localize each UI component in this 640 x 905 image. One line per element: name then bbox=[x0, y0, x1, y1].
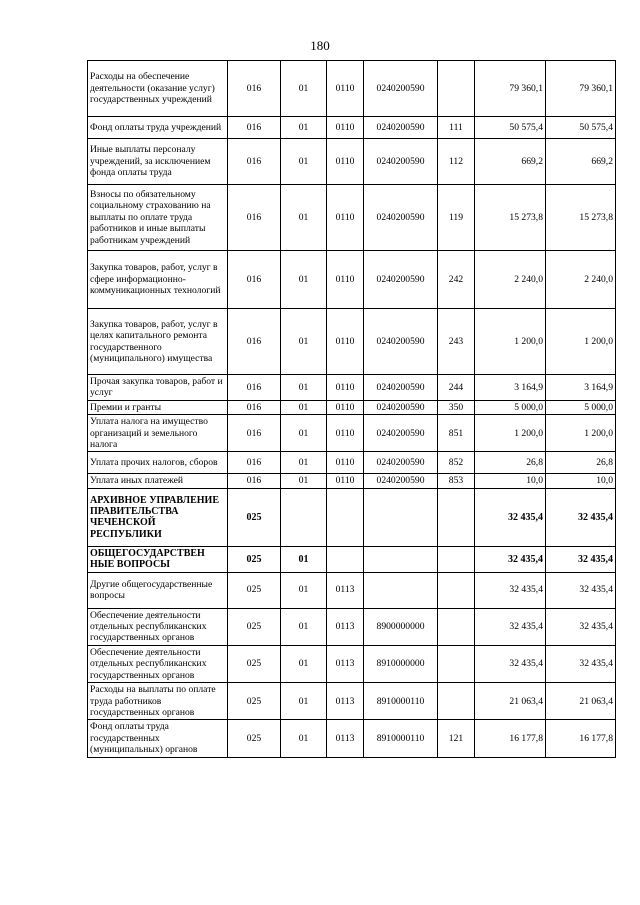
section-code: 01 bbox=[281, 572, 327, 608]
ministry-code: 016 bbox=[228, 117, 281, 139]
amount-year-2: 15 273,8 bbox=[546, 185, 616, 251]
subsection-code: 0110 bbox=[327, 139, 364, 185]
target-article-code: 0240200590 bbox=[364, 251, 438, 309]
ministry-code: 025 bbox=[228, 645, 281, 682]
expense-type-code: 111 bbox=[438, 117, 475, 139]
table-row bbox=[88, 400, 616, 414]
row-name: Прочая закупка товаров, работ и услуг bbox=[88, 375, 228, 401]
ministry-code: 025 bbox=[228, 683, 281, 720]
table-row bbox=[88, 309, 616, 375]
expense-type-code bbox=[438, 683, 475, 720]
expense-type-code: 119 bbox=[438, 185, 475, 251]
expense-type-code: 350 bbox=[438, 400, 475, 414]
ministry-code: 016 bbox=[228, 309, 281, 375]
table-row bbox=[88, 415, 616, 452]
amount-year-2: 32 435,4 bbox=[546, 608, 616, 645]
amount-year-2: 2 240,0 bbox=[546, 251, 616, 309]
row-name: Расходы на выплаты по оплате труда работников государственных органов bbox=[88, 683, 228, 720]
target-article-code: 0240200590 bbox=[364, 185, 438, 251]
section-code: 01 bbox=[281, 546, 327, 572]
amount-year-1: 15 273,8 bbox=[475, 185, 546, 251]
amount-year-2: 32 435,4 bbox=[546, 488, 616, 546]
target-article-code bbox=[364, 572, 438, 608]
section-code: 01 bbox=[281, 452, 327, 474]
subsection-code: 0110 bbox=[327, 61, 364, 117]
row-name: Уплата прочих налогов, сборов bbox=[88, 452, 228, 474]
expense-type-code: 852 bbox=[438, 452, 475, 474]
amount-year-1: 10,0 bbox=[475, 474, 546, 488]
target-article-code bbox=[364, 488, 438, 546]
expense-type-code: 121 bbox=[438, 720, 475, 757]
ministry-code: 016 bbox=[228, 400, 281, 414]
target-article-code: 0240200590 bbox=[364, 415, 438, 452]
subsection-code: 0110 bbox=[327, 309, 364, 375]
ministry-code: 016 bbox=[228, 61, 281, 117]
amount-year-2: 669,2 bbox=[546, 139, 616, 185]
section-code: 01 bbox=[281, 185, 327, 251]
amount-year-2: 1 200,0 bbox=[546, 415, 616, 452]
ministry-code: 025 bbox=[228, 572, 281, 608]
row-name: Закупка товаров, работ, услуг в целях капитального ремонта государственного (муниципального) имущества bbox=[88, 309, 228, 375]
amount-year-1: 32 435,4 bbox=[475, 645, 546, 682]
section-code bbox=[281, 488, 327, 546]
amount-year-2: 32 435,4 bbox=[546, 546, 616, 572]
table-row bbox=[88, 645, 616, 682]
row-name: Уплата налога на имущество организаций и земельного налога bbox=[88, 415, 228, 452]
table-row bbox=[88, 375, 616, 401]
ministry-code: 016 bbox=[228, 452, 281, 474]
table-row bbox=[88, 608, 616, 645]
row-name: АРХИВНОЕ УПРАВЛЕНИЕ ПРАВИТЕЛЬСТВА ЧЕЧЕНСКОЙ РЕСПУБЛИКИ bbox=[88, 488, 228, 546]
subsection-code: 0113 bbox=[327, 683, 364, 720]
table-row bbox=[88, 546, 616, 572]
section-code: 01 bbox=[281, 309, 327, 375]
target-article-code: 0240200590 bbox=[364, 61, 438, 117]
table-row bbox=[88, 720, 616, 757]
table-row bbox=[88, 683, 616, 720]
target-article-code bbox=[364, 546, 438, 572]
section-code: 01 bbox=[281, 375, 327, 401]
amount-year-1: 21 063,4 bbox=[475, 683, 546, 720]
expense-type-code: 851 bbox=[438, 415, 475, 452]
subsection-code: 0110 bbox=[327, 415, 364, 452]
amount-year-1: 1 200,0 bbox=[475, 415, 546, 452]
ministry-code: 016 bbox=[228, 139, 281, 185]
amount-year-1: 2 240,0 bbox=[475, 251, 546, 309]
table-row bbox=[88, 452, 616, 474]
row-name: Другие общегосударственные вопросы bbox=[88, 572, 228, 608]
section-code: 01 bbox=[281, 400, 327, 414]
expense-type-code bbox=[438, 572, 475, 608]
target-article-code: 0240200590 bbox=[364, 117, 438, 139]
amount-year-2: 5 000,0 bbox=[546, 400, 616, 414]
expense-type-code bbox=[438, 546, 475, 572]
subsection-code: 0110 bbox=[327, 452, 364, 474]
table-row bbox=[88, 61, 616, 117]
table-row bbox=[88, 474, 616, 488]
amount-year-2: 50 575,4 bbox=[546, 117, 616, 139]
amount-year-1: 32 435,4 bbox=[475, 572, 546, 608]
ministry-code: 016 bbox=[228, 375, 281, 401]
row-name: Иные выплаты персоналу учреждений, за исключением фонда оплаты труда bbox=[88, 139, 228, 185]
amount-year-1: 50 575,4 bbox=[475, 117, 546, 139]
section-code: 01 bbox=[281, 251, 327, 309]
subsection-code: 0113 bbox=[327, 645, 364, 682]
page-number: 180 bbox=[310, 38, 330, 53]
expense-type-code: 112 bbox=[438, 139, 475, 185]
table-row bbox=[88, 251, 616, 309]
ministry-code: 025 bbox=[228, 546, 281, 572]
amount-year-2: 79 360,1 bbox=[546, 61, 616, 117]
subsection-code: 0110 bbox=[327, 117, 364, 139]
subsection-code: 0110 bbox=[327, 185, 364, 251]
section-code: 01 bbox=[281, 645, 327, 682]
target-article-code: 8910000110 bbox=[364, 683, 438, 720]
row-name: ОБЩЕГОСУДАРСТВЕН НЫЕ ВОПРОСЫ bbox=[88, 546, 228, 572]
subsection-code: 0113 bbox=[327, 608, 364, 645]
section-code: 01 bbox=[281, 415, 327, 452]
expense-type-code: 243 bbox=[438, 309, 475, 375]
amount-year-1: 32 435,4 bbox=[475, 546, 546, 572]
subsection-code: 0110 bbox=[327, 375, 364, 401]
table-row bbox=[88, 139, 616, 185]
amount-year-1: 32 435,4 bbox=[475, 608, 546, 645]
row-name: Фонд оплаты труда государственных (муниципальных) органов bbox=[88, 720, 228, 757]
subsection-code bbox=[327, 488, 364, 546]
target-article-code: 0240200590 bbox=[364, 452, 438, 474]
row-name: Обеспечение деятельности отдельных республиканских государственных органов bbox=[88, 608, 228, 645]
amount-year-2: 3 164,9 bbox=[546, 375, 616, 401]
ministry-code: 016 bbox=[228, 185, 281, 251]
amount-year-2: 16 177,8 bbox=[546, 720, 616, 757]
target-article-code: 8910000110 bbox=[364, 720, 438, 757]
row-name: Фонд оплаты труда учреждений bbox=[88, 117, 228, 139]
target-article-code: 8910000000 bbox=[364, 645, 438, 682]
section-code: 01 bbox=[281, 608, 327, 645]
subsection-code: 0110 bbox=[327, 400, 364, 414]
expense-type-code bbox=[438, 645, 475, 682]
row-name: Уплата иных платежей bbox=[88, 474, 228, 488]
target-article-code: 0240200590 bbox=[364, 139, 438, 185]
target-article-code: 0240200590 bbox=[364, 375, 438, 401]
subsection-code bbox=[327, 546, 364, 572]
row-name: Закупка товаров, работ, услуг в сфере информационно-коммуникационных технологий bbox=[88, 251, 228, 309]
subsection-code: 0113 bbox=[327, 720, 364, 757]
subsection-code: 0110 bbox=[327, 251, 364, 309]
subsection-code: 0113 bbox=[327, 572, 364, 608]
expense-type-code: 244 bbox=[438, 375, 475, 401]
section-code: 01 bbox=[281, 139, 327, 185]
amount-year-2: 1 200,0 bbox=[546, 309, 616, 375]
section-code: 01 bbox=[281, 474, 327, 488]
expense-type-code: 853 bbox=[438, 474, 475, 488]
ministry-code: 016 bbox=[228, 474, 281, 488]
row-name: Расходы на обеспечение деятельности (оказание услуг) государственных учреждений bbox=[88, 61, 228, 117]
ministry-code: 016 bbox=[228, 415, 281, 452]
amount-year-2: 26,8 bbox=[546, 452, 616, 474]
budget-table bbox=[87, 60, 616, 758]
subsection-code: 0110 bbox=[327, 474, 364, 488]
amount-year-2: 32 435,4 bbox=[546, 572, 616, 608]
amount-year-1: 79 360,1 bbox=[475, 61, 546, 117]
amount-year-1: 16 177,8 bbox=[475, 720, 546, 757]
table-row bbox=[88, 572, 616, 608]
section-code: 01 bbox=[281, 720, 327, 757]
table-row bbox=[88, 185, 616, 251]
amount-year-1: 26,8 bbox=[475, 452, 546, 474]
ministry-code: 016 bbox=[228, 251, 281, 309]
amount-year-1: 1 200,0 bbox=[475, 309, 546, 375]
row-name: Взносы по обязательному социальному страхованию на выплаты по оплате труда работников и иные выплаты работникам учреждений bbox=[88, 185, 228, 251]
amount-year-2: 32 435,4 bbox=[546, 645, 616, 682]
amount-year-1: 3 164,9 bbox=[475, 375, 546, 401]
amount-year-1: 669,2 bbox=[475, 139, 546, 185]
amount-year-2: 10,0 bbox=[546, 474, 616, 488]
amount-year-1: 5 000,0 bbox=[475, 400, 546, 414]
target-article-code: 0240200590 bbox=[364, 309, 438, 375]
expense-type-code bbox=[438, 608, 475, 645]
table-row bbox=[88, 117, 616, 139]
amount-year-2: 21 063,4 bbox=[546, 683, 616, 720]
target-article-code: 8900000000 bbox=[364, 608, 438, 645]
table-row bbox=[88, 488, 616, 546]
row-name: Обеспечение деятельности отдельных республиканских государственных органов bbox=[88, 645, 228, 682]
amount-year-1: 32 435,4 bbox=[475, 488, 546, 546]
row-name: Премии и гранты bbox=[88, 400, 228, 414]
ministry-code: 025 bbox=[228, 720, 281, 757]
ministry-code: 025 bbox=[228, 488, 281, 546]
expense-type-code bbox=[438, 61, 475, 117]
section-code: 01 bbox=[281, 117, 327, 139]
expense-type-code bbox=[438, 488, 475, 546]
target-article-code: 0240200590 bbox=[364, 400, 438, 414]
ministry-code: 025 bbox=[228, 608, 281, 645]
expense-type-code: 242 bbox=[438, 251, 475, 309]
target-article-code: 0240200590 bbox=[364, 474, 438, 488]
table-body bbox=[88, 61, 616, 758]
section-code: 01 bbox=[281, 683, 327, 720]
section-code: 01 bbox=[281, 61, 327, 117]
